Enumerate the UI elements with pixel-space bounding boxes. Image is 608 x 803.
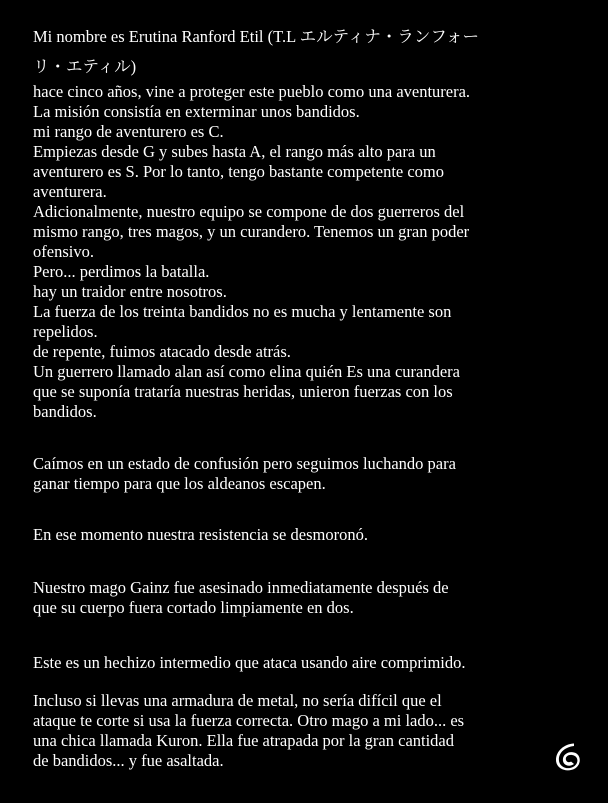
paragraph-line: ofensivo. <box>33 242 94 261</box>
paragraph-line: que su cuerpo fuera cortado limpiamente en dos. <box>33 598 354 617</box>
paragraph-line: En ese momento nuestra resistencia se desmoronó. <box>33 525 368 544</box>
paragraph-3 <box>33 525 573 545</box>
paragraph-line: hace cinco años, vine a proteger este pueblo como una aventurera. <box>33 82 471 101</box>
paragraph-line: Pero... perdimos la batalla. <box>33 262 210 281</box>
paragraph-line: de repente, fuimos atacado desde atrás. <box>33 342 291 361</box>
paragraph-line: hay un traidor entre nosotros. <box>33 282 227 301</box>
paragraph-line: que se suponía trataría nuestras heridas, unieron fuerzas con los <box>33 382 453 401</box>
paragraph-line: Este es un hechizo intermedio que ataca usando aire comprimido. <box>33 653 466 672</box>
paragraph-line: Adicionalmente, nuestro equipo se compone de dos guerreros del <box>33 202 465 221</box>
paragraph-line: aventurera. <box>33 182 107 201</box>
paragraph-line: Caímos en un estado de confusión pero seguimos luchando para <box>33 454 456 473</box>
paragraph-line: ataque te corte si usa la fuerza correcta. Otro mago a mi lado... es <box>33 711 465 730</box>
title-line-2: リ・エティル) <box>33 57 137 76</box>
paragraph-line: repelidos. <box>33 322 98 341</box>
paragraph-line: de bandidos... y fue asaltada. <box>33 751 224 770</box>
paragraph-line: Nuestro mago Gainz fue asesinado inmediatamente después de <box>33 578 449 597</box>
title <box>33 22 578 82</box>
paragraph-line: La misión consistía en exterminar unos bandidos. <box>33 102 360 121</box>
paragraph-6 <box>33 691 573 771</box>
paragraph-1 <box>33 82 573 422</box>
paragraph-4 <box>33 578 573 618</box>
paragraph-line: una chica llamada Kuron. Ella fue atrapada por la gran cantidad <box>33 731 455 750</box>
paragraph-line: mismo rango, tres magos, y un curandero. Tenemos un gran poder <box>33 222 470 241</box>
paragraph-2 <box>33 454 573 494</box>
paragraph-line: La fuerza de los treinta bandidos no es mucha y lentamente son <box>33 302 452 321</box>
paragraph-line: Un guerrero llamado alan así como elina quién Es una curandera <box>33 362 460 381</box>
swirl-logo-icon <box>555 743 583 771</box>
title-line-1: Mi nombre es Erutina Ranford Etil (T.L エルティナ・ランフォー <box>33 27 480 46</box>
paragraph-line: mi rango de aventurero es C. <box>33 122 224 141</box>
paragraph-line: ganar tiempo para que los aldeanos escapen. <box>33 474 326 493</box>
paragraph-5 <box>33 653 573 673</box>
swirl-logo-shape <box>556 744 580 771</box>
swirl-logo-icon <box>555 743 583 771</box>
paragraph-line: aventurero es S. Por lo tanto, tengo bastante competente como <box>33 162 445 181</box>
paragraph-line: Incluso si llevas una armadura de metal, no sería difícil que el <box>33 691 442 710</box>
paragraph-line: Empiezas desde G y subes hasta A, el rango más alto para un <box>33 142 436 161</box>
paragraph-line: bandidos. <box>33 402 97 421</box>
